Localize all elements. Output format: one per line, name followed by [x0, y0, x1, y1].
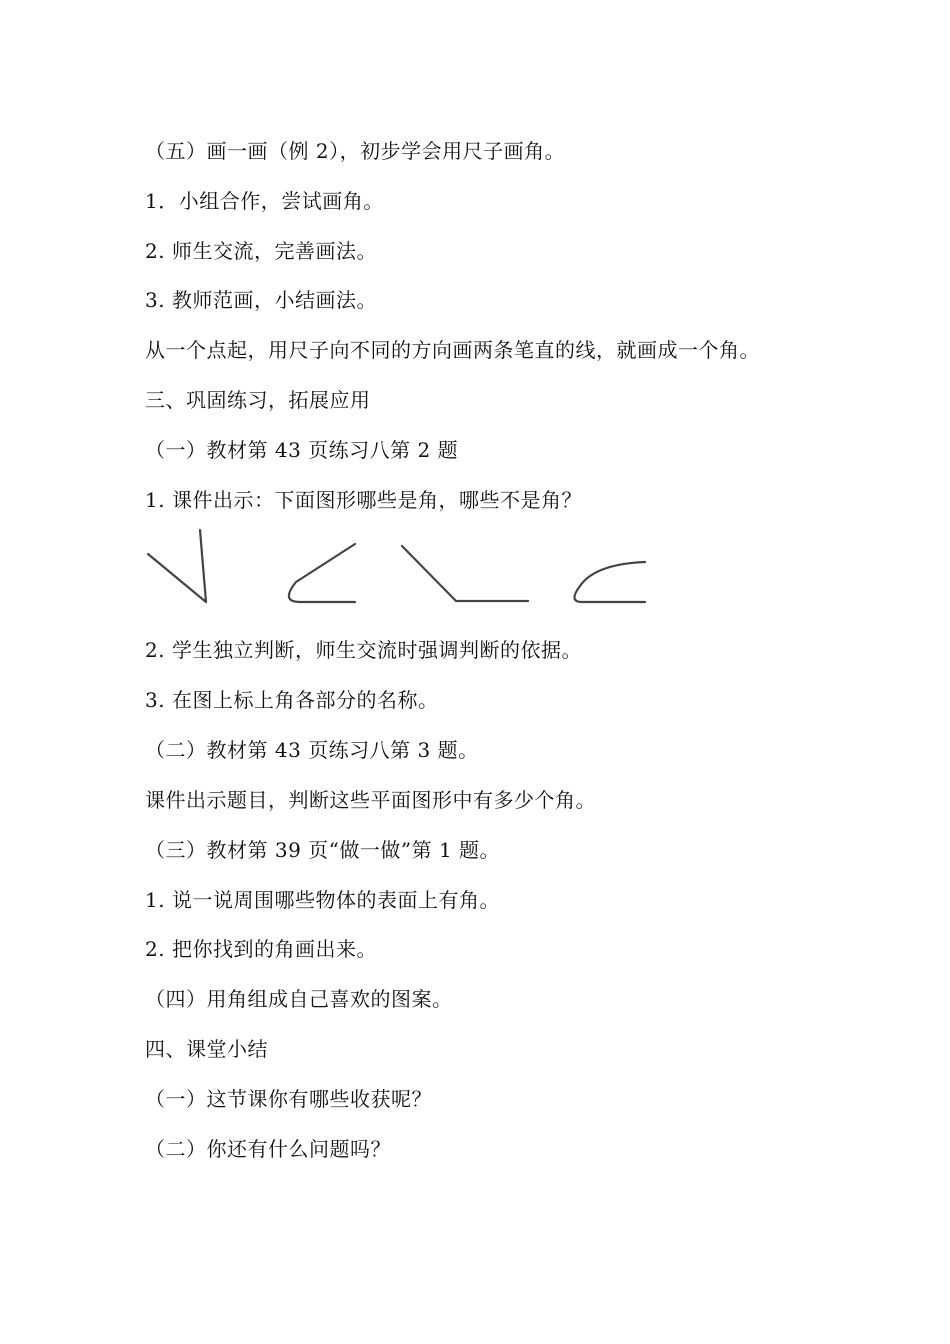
exercise-2-heading: （二）教材第 43 页练习八第 3 题。 — [145, 738, 479, 762]
section-heading-draw: （五）画一画（例 2），初步学会用尺子画角。 — [145, 139, 566, 163]
step-2: 2. 师生交流，完善画法。 — [145, 239, 377, 263]
step-3: 3. 教师范画，小结画法。 — [145, 288, 377, 312]
exercise-1-heading: （一）教材第 43 页练习八第 2 题 — [145, 438, 459, 462]
step-1: 1．小组合作，尝试画角。 — [145, 189, 384, 213]
exercise-2-description: 课件出示题目，判断这些平面图形中有多少个角。 — [145, 788, 596, 812]
curved-side-shape — [574, 562, 645, 602]
drawing-method-summary: 从一个点起，用尺子向不同的方向画两条笔直的线，就画成一个角。 — [145, 338, 760, 362]
angle-sharp-vertex-shape — [148, 530, 206, 602]
exercise-4-heading: （四）用角组成自己喜欢的图案。 — [145, 987, 453, 1011]
exercise-1-step-3: 3. 在图上标上角各部分的名称。 — [145, 688, 439, 712]
exercise-3-heading: （三）教材第 39 页“做一做”第 1 题。 — [145, 838, 501, 862]
exercise-1-step-2: 2. 学生独立判断，师生交流时强调判断的依据。 — [145, 638, 582, 662]
angle-obtuse-shape — [402, 546, 528, 601]
angle-figures — [140, 524, 660, 610]
section-heading-summary: 四、课堂小结 — [145, 1037, 268, 1061]
exercise-1-question: 1. 课件出示：下面图形哪些是角，哪些不是角？ — [145, 488, 582, 512]
summary-question-1: （一）这节课你有哪些收获呢？ — [145, 1087, 432, 1111]
exercise-3-step-1: 1. 说一说周围哪些物体的表面上有角。 — [145, 888, 500, 912]
angle-rounded-vertex-shape — [289, 544, 355, 602]
section-heading-practice: 三、巩固练习，拓展应用 — [145, 388, 371, 412]
summary-question-2: （二）你还有什么问题吗？ — [145, 1137, 391, 1161]
exercise-3-step-2: 2. 把你找到的角画出来。 — [145, 937, 377, 961]
